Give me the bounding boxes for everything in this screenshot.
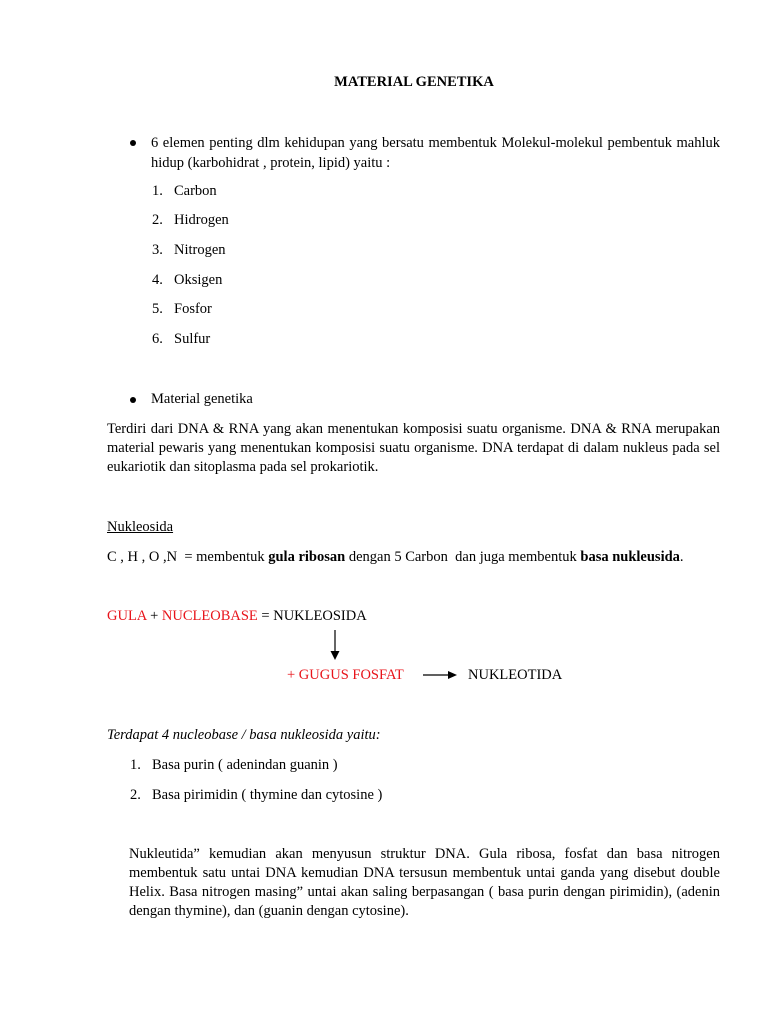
bold-term: gula ribosan	[268, 549, 346, 565]
equation-plus: +	[146, 608, 162, 624]
list-item	[152, 211, 229, 230]
list-label: Sulfur	[174, 331, 211, 347]
equation-gula: GULA	[107, 608, 147, 624]
nukleosida-text: dengan 5 Carbon dan juga membentuk	[345, 549, 581, 565]
equation-nucleobase: NUCLEOBASE	[161, 608, 258, 624]
page-title: MATERIAL GENETIKA	[334, 74, 494, 90]
bullet-text-elements: 6 elemen penting dlm kehidupan yang bersatu membentuk Molekul-molekul pembentuk mahluk hidup (karbohidrat , protein, lipid) yaitu :	[151, 135, 720, 171]
list-number: 2.	[152, 212, 163, 228]
equation-nukleotida: NUKLEOTIDA	[468, 667, 563, 683]
bullet-text-material: Material genetika	[151, 391, 253, 407]
list-number: 3.	[152, 242, 163, 258]
arrow-down-icon	[329, 629, 341, 661]
list-item	[152, 330, 210, 349]
list-item	[130, 756, 338, 775]
section-heading-nucleobase: Terdapat 4 nucleobase / basa nukleosida yaitu:	[107, 727, 381, 743]
list-label: Basa purin ( adenindan guanin )	[152, 757, 338, 773]
list-label: Carbon	[174, 183, 217, 199]
list-label: Fosfor	[174, 301, 212, 317]
list-label: Hidrogen	[174, 212, 229, 228]
list-number: 1.	[130, 757, 141, 773]
list-number: 6.	[152, 331, 163, 347]
paragraph-closing: Nukleutida” kemudian akan menyusun struktur DNA. Gula ribosa, fosfat dan basa nitrogen membentuk satu untai DNA kemudian DNA tersusun membentuk untai ganda yang disebut double Helix. Basa nitrogen masing” untai akan saling berpasangan ( basa purin dengan pirimidin), (adenin dengan thymine), dan (guanin dengan cytosine).	[129, 846, 720, 919]
list-item	[152, 300, 212, 319]
nukleosida-line	[107, 548, 684, 567]
list-number: 4.	[152, 272, 163, 288]
list-label: Basa pirimidin ( thymine dan cytosine )	[152, 787, 383, 803]
list-label: Oksigen	[174, 272, 223, 288]
list-number: 5.	[152, 301, 163, 317]
equation-result: = NUKLEOSIDA	[257, 608, 367, 624]
bullet-icon	[130, 397, 136, 403]
list-number: 1.	[152, 183, 163, 199]
list-item	[152, 182, 217, 201]
paragraph-material-genetika: Terdiri dari DNA & RNA yang akan menentukan komposisi suatu organisme. DNA & RNA merupakan material pewaris yang menentukan komposisi suatu organisme. DNA terdapat di dalam nukleus pada sel eukariotik dan sitoplasma pada sel prokariotik.	[107, 421, 720, 475]
bold-term: basa nukleusida	[580, 549, 680, 565]
bullet-icon	[130, 140, 136, 146]
section-heading-nukleosida: Nukleosida	[107, 519, 174, 535]
nukleosida-text: .	[679, 549, 684, 565]
list-item	[152, 241, 226, 260]
nukleosida-text: C , H , O ,N = membentuk	[107, 549, 269, 565]
arrow-right-icon	[423, 670, 459, 680]
list-number: 2.	[130, 787, 141, 803]
list-item	[130, 786, 382, 805]
list-item	[152, 271, 222, 290]
equation-gugus-fosfat: + GUGUS FOSFAT	[287, 667, 404, 683]
equation-line	[107, 607, 367, 626]
list-label: Nitrogen	[174, 242, 226, 258]
